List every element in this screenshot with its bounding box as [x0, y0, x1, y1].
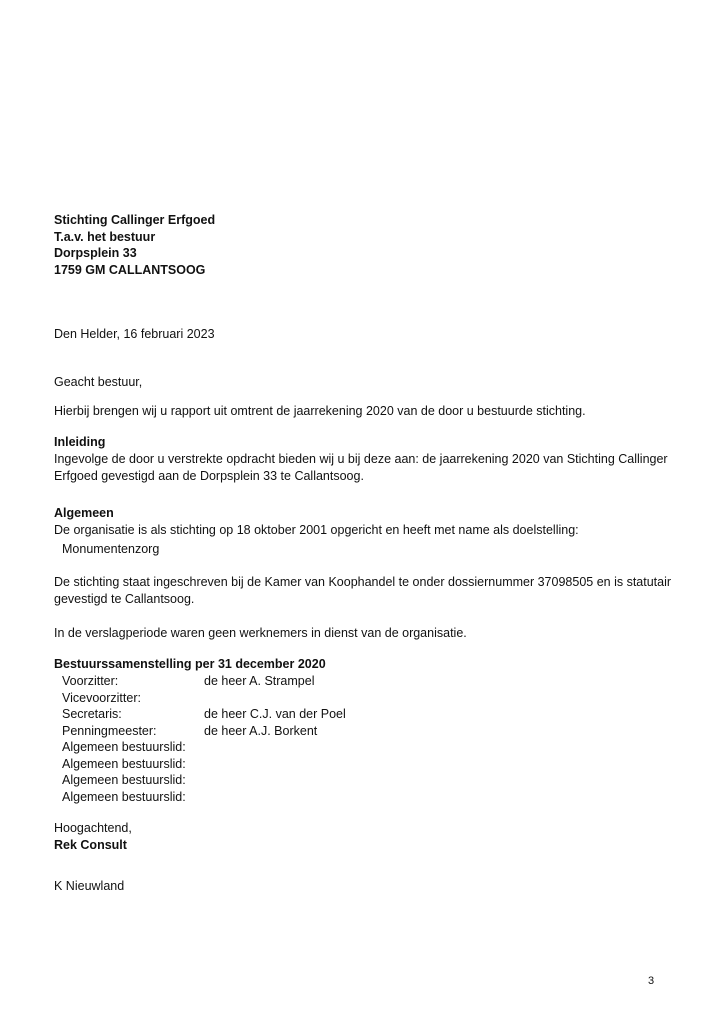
recipient-address	[54, 212, 215, 278]
heading-algemeen: Algemeen	[54, 506, 114, 520]
bestuur-row	[62, 690, 346, 707]
signer-name: K Nieuwland	[54, 879, 125, 893]
address-line-street: Dorpsplein 33	[54, 246, 137, 260]
bestuur-role: Algemeen bestuurslid:	[62, 789, 186, 804]
address-line-city: 1759 GM CALLANTSOOG	[54, 262, 206, 277]
inleiding-line-2: Erfgoed gevestigd aan de Dorpsplein 33 te Callantsoog.	[54, 468, 364, 483]
bestuur-row	[62, 723, 346, 740]
bestuur-row	[62, 772, 346, 789]
doelstelling: Monumentenzorg	[62, 542, 160, 556]
page-number: 3	[648, 975, 655, 987]
bestuur-list	[62, 673, 346, 805]
bestuur-role: Secretaris:	[62, 707, 122, 721]
closing-company: Rek Consult	[54, 837, 127, 852]
personeel-paragraph: In de verslagperiode waren geen werknemers in dienst van de organisatie.	[54, 626, 467, 640]
bestuur-row	[62, 756, 346, 773]
bestuur-role: Algemeen bestuurslid:	[62, 756, 186, 771]
bestuur-role: Algemeen bestuurslid:	[62, 740, 186, 754]
closing-block	[54, 820, 132, 853]
inleiding-line-1: Ingevolge de door u verstrekte opdracht bieden wij u bij deze aan: de jaarrekening 2020 van Stichting Callinger	[54, 452, 668, 466]
address-line-organization: Stichting Callinger Erfgoed	[54, 213, 216, 227]
bestuur-row	[62, 706, 346, 723]
bestuur-role: Algemeen bestuurslid:	[62, 773, 186, 787]
kvk-line-1: De stichting staat ingeschreven bij de Kamer van Koophandel te onder dossiernummer 37098505 en is statutair	[54, 575, 672, 589]
address-line-attention: T.a.v. het bestuur	[54, 229, 156, 244]
bestuur-row	[62, 739, 346, 756]
closing-greeting: Hoogachtend,	[54, 821, 132, 835]
algemeen-paragraph: De organisatie is als stichting op 18 oktober 2001 opgericht en heeft met name als doelstelling:	[54, 523, 579, 537]
bestuur-name: de heer A. Strampel	[204, 674, 315, 688]
heading-inleiding: Inleiding	[54, 435, 106, 449]
bestuur-role: Voorzitter:	[62, 674, 119, 688]
bestuur-row	[62, 789, 346, 806]
salutation: Geacht bestuur,	[54, 375, 143, 389]
bestuur-name: de heer C.J. van der Poel	[204, 707, 346, 721]
bestuur-role: Penningmeester:	[62, 723, 157, 738]
bestuur-row	[62, 673, 346, 690]
inleiding-paragraph	[54, 451, 668, 484]
bestuur-name: de heer A.J. Borkent	[204, 723, 318, 738]
heading-bestuur: Bestuurssamenstelling per 31 december 2020	[54, 657, 326, 671]
kvk-line-2: gevestigd te Callantsoog.	[54, 591, 195, 606]
kvk-paragraph	[54, 574, 671, 607]
bestuur-role: Vicevoorzitter:	[62, 690, 141, 705]
date-line: Den Helder, 16 februari 2023	[54, 327, 215, 341]
intro-paragraph: Hierbij brengen wij u rapport uit omtrent de jaarrekening 2020 van de door u bestuurde stichting.	[54, 404, 586, 418]
